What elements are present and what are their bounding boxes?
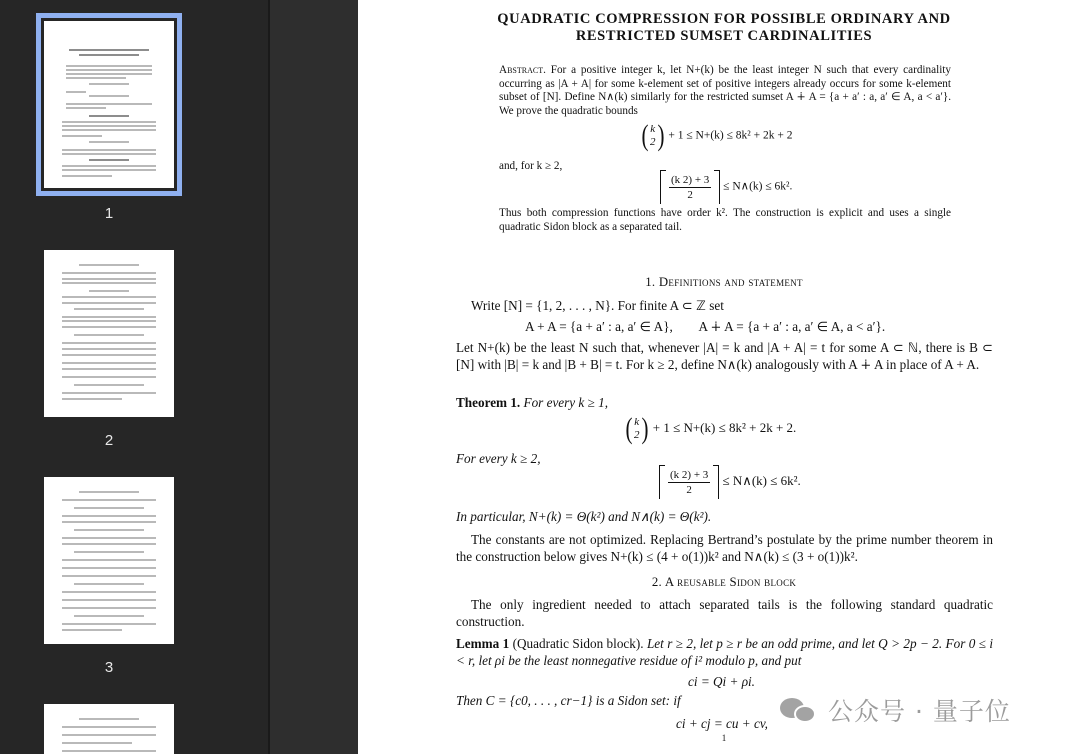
abstract-equation-2 — [660, 170, 792, 204]
lemma-label: Lemma 1 — [456, 636, 510, 651]
wechat-icon — [780, 695, 820, 725]
page-thumbnail-1[interactable] — [44, 21, 174, 188]
lemma-name: (Quadratic Sidon block). — [512, 636, 644, 651]
abstract-eq2-rhs: ≤ N∧(k) ≤ 6k². — [723, 180, 793, 193]
theorem-eq2-num: (k 2) + 3 — [670, 468, 709, 481]
thumbnail-number-1: 1 — [104, 205, 114, 222]
page-thumbnail-3[interactable] — [44, 477, 174, 644]
thumbnail-sidebar — [0, 0, 268, 754]
abstract-close: Thus both compression functions have order k². The construction is explicit and uses a single quadratic Sidon block as a separated tail. — [499, 207, 951, 233]
constants-paragraph: The constants are not optimized. Replacing Bertrand’s postulate by the prime number theorem in the construction below gives N+(k) ≤ (4 + o(1))k² and N∧(k) ≤ (3 + o(1))k². — [456, 532, 993, 564]
thumbnail-number-2: 2 — [104, 432, 114, 449]
abstract-and: and, for k ≥ 2, — [499, 160, 563, 172]
theorem-label: Theorem 1. — [456, 395, 521, 410]
lemma-text: Let r ≥ 2, let p ≥ r be an odd prime, and let Q > 2p − 2. For 0 ≤ i < r, let ρi be the least nonnegative residue of i² modulo p, and put — [456, 636, 994, 668]
lemma-1 — [456, 636, 993, 669]
sumset-definitions: A + A = {a + a′ : a, a′ ∈ A}, A ∔ A = {a + a′ : a, a′ ∈ A, a < a′}. — [525, 319, 886, 334]
title-line-2: RESTRICTED SUMSET CARDINALITIES — [575, 28, 873, 44]
theorem-binom-top: k — [634, 416, 640, 428]
abstract-eq2-den: 2 — [687, 188, 693, 201]
section-1-heading: 1. Definitions and statement — [645, 275, 803, 289]
theorem-eq2-den: 2 — [686, 483, 692, 496]
write-line: Write [N] = {1, 2, . . . , N}. For finite A ⊂ ℤ set — [471, 298, 724, 313]
thumbnail-number-3: 3 — [104, 659, 114, 676]
title-line-1: QUADRATIC COMPRESSION FOR POSSIBLE ORDINARY AND — [497, 11, 951, 27]
abstract-eq1-rhs: + 1 ≤ N+(k) ≤ 8k² + 2k + 2 — [668, 129, 793, 142]
theorem-equation-2 — [659, 465, 801, 499]
theorem-eq1-rhs: + 1 ≤ N+(k) ≤ 8k² + 2k + 2. — [652, 419, 797, 435]
abstract-label: Abstract. — [499, 64, 546, 76]
abstract-equation-1 — [640, 121, 792, 151]
binom-bottom: 2 — [650, 136, 656, 148]
document-page — [358, 0, 1080, 754]
watermark-text: 公众号 · 量子位 — [828, 697, 1011, 726]
binomial-symbol: ( k 2 ) — [641, 119, 664, 152]
theorem-1-intro — [456, 395, 608, 412]
in-particular-line: In particular, N+(k) = Θ(k²) and N∧(k) = Θ(k²). — [456, 509, 712, 524]
theorem-for-every: For every k ≥ 2, — [456, 451, 541, 466]
page-thumbnail-2[interactable] — [44, 250, 174, 417]
abstract-text: For a positive integer k, let N+(k) be the least integer N such that every cardinality occurring as |A + A| for some k-element set of positive integers already occurs for some k-element subset of [N]. Define N∧(k) similarly for the restricted sumset A ∔ A = {a + a′ : a, a′ ∈ A, a < a′}. We prove the quadratic bounds — [499, 64, 952, 117]
binom-top: k — [650, 123, 656, 135]
page-number: 1 — [721, 733, 727, 743]
theorem-text: For every k ≥ 1, — [523, 395, 609, 410]
watermark — [780, 690, 1011, 730]
abstract-eq2-num: (k 2) + 3 — [671, 173, 710, 186]
section-2-heading: 2. A reusable Sidon block — [651, 575, 797, 589]
document-title — [358, 11, 1080, 45]
theorem-eq2-rhs: ≤ N∧(k) ≤ 6k². — [722, 472, 801, 488]
theorem-equation-1: ( k 2 ) + 1 ≤ N+(k) ≤ 8k² + 2k + 2. — [625, 412, 797, 445]
lemma-equation: ci = Qi + ρi. — [688, 674, 755, 689]
ingredient-paragraph: The only ingredient needed to attach separated tails is the following standard quadratic construction. — [456, 597, 993, 629]
theorem-binom-bottom: 2 — [634, 429, 640, 441]
abstract-block — [499, 64, 951, 118]
lemma-equation-2: ci + cj = cu + cv, — [676, 716, 768, 731]
page-thumbnail-4[interactable] — [44, 704, 174, 754]
definition-paragraph: Let N+(k) be the least N such that, whenever |A| = k and |A + A| = t for some A ⊂ ℕ, there is B ⊂ [N] with |B| = k and |B + B| = t. For k ≥ 2, define N∧(k) analogously with A ∔ A in place of A + A. — [456, 340, 993, 372]
viewer-background — [270, 0, 358, 754]
lemma-then: Then C = {c0, . . . , cr−1} is a Sidon set: if — [456, 693, 681, 708]
